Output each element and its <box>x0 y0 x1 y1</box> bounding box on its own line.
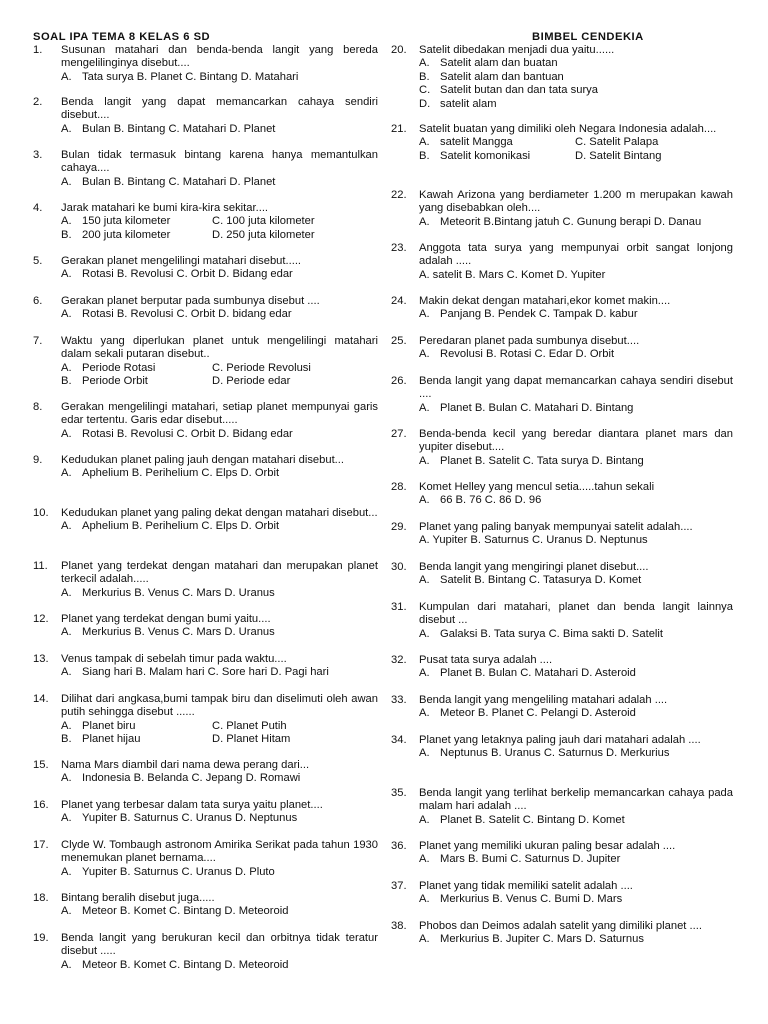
answer-options <box>61 772 378 785</box>
answer-options <box>61 520 378 533</box>
option-text: A. satelit B. Mars C. Komet D. Yupiter <box>419 268 606 281</box>
question-item <box>391 123 733 163</box>
question-text: Bulan tidak termasuk bintang karena hanya memantulkan cahaya.... <box>61 149 378 175</box>
option-text: D. 250 juta kilometer <box>212 228 315 241</box>
option-text: Satelit butan dan dan tata surya <box>440 84 598 97</box>
question-number: 32. <box>391 654 407 666</box>
worksheet-title: SOAL IPA TEMA 8 KELAS 6 SD <box>33 31 211 43</box>
answer-options <box>61 375 378 388</box>
answer-options <box>61 587 378 600</box>
option-label: B. <box>61 733 72 746</box>
answer-options <box>61 866 378 879</box>
answer-options <box>419 84 733 97</box>
question-text: Planet yang paling banyak mempunyai satelit adalah.... <box>419 521 693 533</box>
option-text: Planet hijau <box>82 733 141 746</box>
option-text: 200 juta kilometer <box>82 228 171 241</box>
option-label: A. <box>61 666 72 679</box>
answer-options <box>61 215 378 228</box>
option-label: A. <box>61 958 72 971</box>
answer-options <box>61 428 378 441</box>
question-number: 37. <box>391 880 407 892</box>
question-number: 6. <box>33 295 43 307</box>
option-label: B. <box>61 375 72 388</box>
option-label: A. <box>61 361 72 374</box>
question-number: 3. <box>33 149 43 161</box>
option-text: Galaksi B. Tata surya C. Bima sakti D. Satelit <box>440 627 663 640</box>
answer-options <box>61 467 378 480</box>
question-number: 38. <box>391 920 407 932</box>
question-text: Gerakan planet berputar pada sumbunya disebut .... <box>61 295 320 307</box>
question-number: 17. <box>33 839 49 851</box>
answer-options <box>419 308 733 321</box>
question-text: Kedudukan planet paling jauh dengan matahari disebut... <box>61 454 345 466</box>
question-text: Planet yang terbesar dalam tata surya yaitu planet.... <box>61 799 323 811</box>
option-text: Meteor B. Komet C. Bintang D. Meteoroid <box>82 958 289 971</box>
question-text: Satelit buatan yang dimiliki oleh Negara Indonesia adalah.... <box>419 123 717 135</box>
option-text: Meteor B. Komet C. Bintang D. Meteoroid <box>82 905 289 918</box>
option-label: A. <box>419 813 430 826</box>
question-text: Komet Helley yang mencul setia.....tahun sekali <box>419 481 655 493</box>
question-item <box>391 242 733 282</box>
answer-options <box>419 494 733 507</box>
question-number: 9. <box>33 454 43 466</box>
answer-options <box>61 123 378 136</box>
option-text: Aphelium B. Perihelium C. Elps D. Orbit <box>82 520 280 533</box>
question-number: 8. <box>33 401 43 413</box>
answer-options <box>61 959 378 972</box>
question-number: 31. <box>391 601 407 613</box>
option-label: A. <box>419 707 430 720</box>
question-item <box>33 96 378 136</box>
option-label: A. <box>61 905 72 918</box>
answer-options <box>419 348 733 361</box>
option-text: Satelit komonikasi <box>440 149 531 162</box>
option-label: A. <box>419 348 430 361</box>
answer-options <box>61 626 378 639</box>
answer-options <box>419 574 733 587</box>
option-label: A. <box>419 747 430 760</box>
question-item <box>391 920 733 947</box>
question-item <box>391 561 733 588</box>
question-number: 26. <box>391 375 407 387</box>
answer-options <box>61 720 378 733</box>
option-text: Merkurius B. Venus C. Mars D. Uranus <box>82 626 275 639</box>
question-number: 36. <box>391 840 407 852</box>
answer-options <box>419 269 733 282</box>
question-item <box>391 654 733 681</box>
answer-options <box>419 814 733 827</box>
option-label: A. <box>419 494 430 507</box>
question-text: Planet yang memiliki ukuran paling besar adalah .... <box>419 840 676 852</box>
answer-options <box>61 905 378 918</box>
answer-options <box>419 136 733 149</box>
answer-options <box>61 268 378 281</box>
answer-options <box>419 933 733 946</box>
question-text: Kumpulan dari matahari, planet dan benda langit lainnya disebut ... <box>419 601 733 627</box>
answer-options <box>419 628 733 641</box>
question-text: Kawah Arizona yang berdiameter 1.200 m merupakan kawah yang disebabkan oleh.... <box>419 189 733 215</box>
option-label: D. <box>419 97 431 110</box>
option-text: C. Planet Putih <box>212 719 287 732</box>
answer-options <box>419 57 733 70</box>
question-item <box>391 295 733 322</box>
question-item <box>33 653 378 680</box>
question-number: 15. <box>33 759 49 771</box>
option-label: C. <box>419 84 431 97</box>
question-text: Planet yang tidak memiliki satelit adalah .... <box>419 880 633 892</box>
option-text: A. Yupiter B. Saturnus C. Uranus D. Neptunus <box>419 534 648 547</box>
option-text: Merkurius B. Venus C. Mars D. Uranus <box>82 586 275 599</box>
question-text: Benda langit yang dapat memancarkan cahaya sendiri disebut .... <box>419 375 733 401</box>
answer-options <box>61 229 378 242</box>
option-label: A. <box>61 427 72 440</box>
question-number: 27. <box>391 428 407 440</box>
option-text: Merkurius B. Venus C. Bumi D. Mars <box>440 893 623 906</box>
question-text: Susunan matahari dan benda-benda langit yang bereda mengelilinginya disebut.... <box>61 44 378 70</box>
answer-options <box>419 216 733 229</box>
question-text: Benda langit yang dapat memancarkan cahaya sendiri disebut.... <box>61 96 378 122</box>
option-text: Aphelium B. Perihelium C. Elps D. Orbit <box>82 467 280 480</box>
answer-options <box>419 667 733 680</box>
question-item <box>33 335 378 389</box>
question-number: 24. <box>391 295 407 307</box>
option-label: A. <box>419 933 430 946</box>
question-item <box>391 375 733 415</box>
question-item <box>33 295 378 322</box>
question-number: 11. <box>33 560 48 572</box>
option-text: Yupiter B. Saturnus C. Uranus D. Pluto <box>82 865 275 878</box>
question-text: Benda langit yang mengiringi planet disebut.... <box>419 561 649 573</box>
question-item <box>391 734 733 761</box>
question-text: Jarak matahari ke bumi kira-kira sekitar.... <box>61 202 269 214</box>
option-label: B. <box>419 70 430 83</box>
option-label: A. <box>419 401 430 414</box>
answer-options <box>419 402 733 415</box>
option-text: Planet B. Satelit C. Tata surya D. Bintang <box>440 454 644 467</box>
question-number: 30. <box>391 561 407 573</box>
question-text: Nama Mars diambil dari nama dewa perang dari... <box>61 759 310 771</box>
question-number: 19. <box>33 932 49 944</box>
option-text: Rotasi B. Revolusi C. Orbit D. Bidang edar <box>82 268 293 281</box>
option-text: D. Satelit Bintang <box>575 149 662 162</box>
question-text: Makin dekat dengan matahari,ekor komet makin.... <box>419 295 671 307</box>
option-label: A. <box>419 667 430 680</box>
option-text: Mars B. Bumi C. Saturnus D. Jupiter <box>440 853 621 866</box>
option-label: A. <box>61 812 72 825</box>
question-item <box>33 255 378 282</box>
question-text: Bintang beralih disebut juga..... <box>61 892 215 904</box>
question-number: 13. <box>33 653 49 665</box>
option-label: A. <box>419 627 430 640</box>
question-number: 18. <box>33 892 49 904</box>
answer-options <box>61 362 378 375</box>
question-item <box>391 428 733 468</box>
question-item <box>391 694 733 721</box>
option-text: Rotasi B. Revolusi C. Orbit D. Bidang edar <box>82 427 293 440</box>
option-text: Merkurius B. Jupiter C. Mars D. Saturnus <box>440 933 644 946</box>
question-text: Benda langit yang berukuran kecil dan orbitnya tidak teratur disebut ..... <box>61 932 378 958</box>
answer-options <box>419 707 733 720</box>
option-text: C. Periode Revolusi <box>212 361 311 374</box>
question-number: 35. <box>391 787 407 799</box>
option-label: A. <box>61 308 72 321</box>
question-item <box>33 202 378 242</box>
option-text: Rotasi B. Revolusi C. Orbit D. bidang edar <box>82 308 292 321</box>
option-label: B. <box>61 228 72 241</box>
question-number: 20. <box>391 44 407 56</box>
question-text: Dilihat dari angkasa,bumi tampak biru dan diselimuti oleh awan putih sehingga disebut ...... <box>61 693 378 719</box>
question-item <box>391 521 733 548</box>
option-label: A. <box>61 586 72 599</box>
option-text: Periode Rotasi <box>82 361 156 374</box>
question-item <box>33 401 378 441</box>
question-text: Benda langit yang mengeliling matahari adalah .... <box>419 694 668 706</box>
question-text: Benda langit yang terlihat berkelip memancarkan cahaya pada malam hari adalah .... <box>419 787 733 813</box>
answer-options <box>419 893 733 906</box>
option-label: B. <box>419 149 430 162</box>
question-number: 16. <box>33 799 49 811</box>
answer-options <box>419 98 733 111</box>
question-item <box>33 932 378 972</box>
option-text: 150 juta kilometer <box>82 215 171 228</box>
option-text: Siang hari B. Malam hari C. Sore hari D. Pagi hari <box>82 666 329 679</box>
answer-options <box>61 308 378 321</box>
question-text: Kedudukan planet yang paling dekat dengan matahari disebut... <box>61 507 378 519</box>
option-text: Satelit B. Bintang C. Tatasurya D. Komet <box>440 574 642 587</box>
option-text: Meteor B. Planet C. Pelangi D. Asteroid <box>440 707 636 720</box>
question-item <box>391 880 733 907</box>
question-text: Venus tampak di sebelah timur pada waktu.... <box>61 653 287 665</box>
question-number: 12. <box>33 613 49 625</box>
question-text: Peredaran planet pada sumbunya disebut.... <box>419 335 640 347</box>
option-label: A. <box>419 136 430 149</box>
question-item <box>33 613 378 640</box>
option-label: A. <box>419 308 430 321</box>
answer-options <box>419 853 733 866</box>
question-number: 14. <box>33 693 49 705</box>
question-item <box>391 335 733 362</box>
option-label: A. <box>61 626 72 639</box>
option-label: A. <box>419 454 430 467</box>
option-label: A. <box>419 574 430 587</box>
question-number: 7. <box>33 335 43 347</box>
question-number: 28. <box>391 481 407 493</box>
option-text: Bulan B. Bintang C. Matahari D. Planet <box>82 175 276 188</box>
option-text: Planet B. Satelit C. Bintang D. Komet <box>440 813 625 826</box>
option-text: D. Periode edar <box>212 375 291 388</box>
question-text: Clyde W. Tombaugh astronom Amirika Serikat pada tahun 1930 menemukan planet bernama.... <box>61 839 378 865</box>
option-label: A. <box>419 893 430 906</box>
question-text: Planet yang letaknya paling jauh dari matahari adalah .... <box>419 734 701 746</box>
question-text: Waktu yang diperlukan planet untuk mengelilingi matahari dalam sekali putaran disebut.. <box>61 335 378 361</box>
question-item <box>391 44 733 111</box>
question-text: Satelit dibedakan menjadi dua yaitu...... <box>419 44 615 56</box>
option-label: A. <box>61 268 72 281</box>
option-text: satelit alam <box>440 97 497 110</box>
option-text: Indonesia B. Belanda C. Jepang D. Romawi <box>82 772 301 785</box>
option-text: Planet B. Bulan C. Matahari D. Bintang <box>440 401 634 414</box>
question-item <box>391 787 733 827</box>
question-item <box>33 759 378 786</box>
question-number: 2. <box>33 96 43 108</box>
option-label: A. <box>61 865 72 878</box>
question-item <box>391 601 733 641</box>
option-text: Tata surya B. Planet C. Bintang D. Matahari <box>82 70 299 83</box>
option-label: A. <box>61 719 72 732</box>
question-item <box>33 44 378 84</box>
question-number: 22. <box>391 189 407 201</box>
option-text: 66 B. 76 C. 86 D. 96 <box>440 494 542 507</box>
option-label: A. <box>419 853 430 866</box>
question-number: 21. <box>391 123 407 135</box>
question-number: 25. <box>391 335 407 347</box>
option-text: C. 100 juta kilometer <box>212 215 315 228</box>
question-item <box>33 799 378 826</box>
option-text: Satelit alam dan buatan <box>440 57 558 70</box>
question-number: 5. <box>33 255 43 267</box>
option-text: satelit Mangga <box>440 136 513 149</box>
question-text: Planet yang terdekat dengan bumi yaitu.... <box>61 613 271 625</box>
question-number: 1. <box>33 44 43 56</box>
question-text: Pusat tata surya adalah .... <box>419 654 553 666</box>
option-text: Neptunus B. Uranus C. Saturnus D. Merkurius <box>440 747 670 760</box>
question-item <box>391 840 733 867</box>
question-number: 10. <box>33 507 49 519</box>
question-item <box>391 189 733 229</box>
question-number: 34. <box>391 734 407 746</box>
option-text: Satelit alam dan bantuan <box>440 70 564 83</box>
question-text: Gerakan mengelilingi matahari, setiap planet mempunyai garis edar tertentu. Garis edar disebut..... <box>61 401 378 427</box>
option-text: Panjang B. Pendek C. Tampak D. kabur <box>440 308 638 321</box>
question-item <box>33 149 378 189</box>
option-text: Bulan B. Bintang C. Matahari D. Planet <box>82 122 276 135</box>
option-label: A. <box>61 175 72 188</box>
answer-options <box>61 71 378 84</box>
option-label: A. <box>419 57 430 70</box>
question-item <box>391 481 733 508</box>
question-text: Gerakan planet mengelilingi matahari disebut..... <box>61 255 302 267</box>
option-label: A. <box>61 70 72 83</box>
question-item <box>33 693 378 747</box>
answer-options <box>61 733 378 746</box>
option-text: Meteorit B.Bintang jatuh C. Gunung berapi D. Danau <box>440 215 702 228</box>
option-text: C. Satelit Palapa <box>575 136 659 149</box>
option-text: Planet B. Bulan C. Matahari D. Asteroid <box>440 667 636 680</box>
answer-options <box>61 666 378 679</box>
answer-options <box>419 455 733 468</box>
question-text: Benda-benda kecil yang beredar diantara planet mars dan yupiter disebut.... <box>419 428 733 454</box>
question-item <box>33 839 378 879</box>
question-number: 29. <box>391 521 407 533</box>
question-text: Planet yang terdekat dengan matahari dan merupakan planet terkecil adalah..... <box>61 560 378 586</box>
answer-options <box>61 812 378 825</box>
answer-options <box>419 534 733 547</box>
answer-options <box>419 150 733 163</box>
option-label: A. <box>61 772 72 785</box>
option-text: Periode Orbit <box>82 375 148 388</box>
option-label: A. <box>61 215 72 228</box>
option-text: Revolusi B. Rotasi C. Edar D. Orbit <box>440 348 615 361</box>
question-item <box>33 507 378 534</box>
answer-options <box>419 71 733 84</box>
question-item <box>33 560 378 600</box>
question-number: 4. <box>33 202 43 214</box>
answer-options <box>61 176 378 189</box>
option-text: Planet biru <box>82 719 136 732</box>
question-number: 33. <box>391 694 407 706</box>
question-text: Anggota tata surya yang mempunyai orbit sangat lonjong adalah ..... <box>419 242 733 268</box>
option-label: A. <box>61 520 72 533</box>
question-item <box>33 454 378 481</box>
publisher-name: BIMBEL CENDEKIA <box>532 31 644 43</box>
question-item <box>33 892 378 919</box>
question-text: Phobos dan Deimos adalah satelit yang dimiliki planet .... <box>419 920 702 932</box>
answer-options <box>419 747 733 760</box>
option-text: D. Planet Hitam <box>212 733 291 746</box>
option-label: A. <box>61 122 72 135</box>
option-label: A. <box>61 467 72 480</box>
question-number: 23. <box>391 242 407 254</box>
option-label: A. <box>419 215 430 228</box>
option-text: Yupiter B. Saturnus C. Uranus D. Neptunus <box>82 812 298 825</box>
